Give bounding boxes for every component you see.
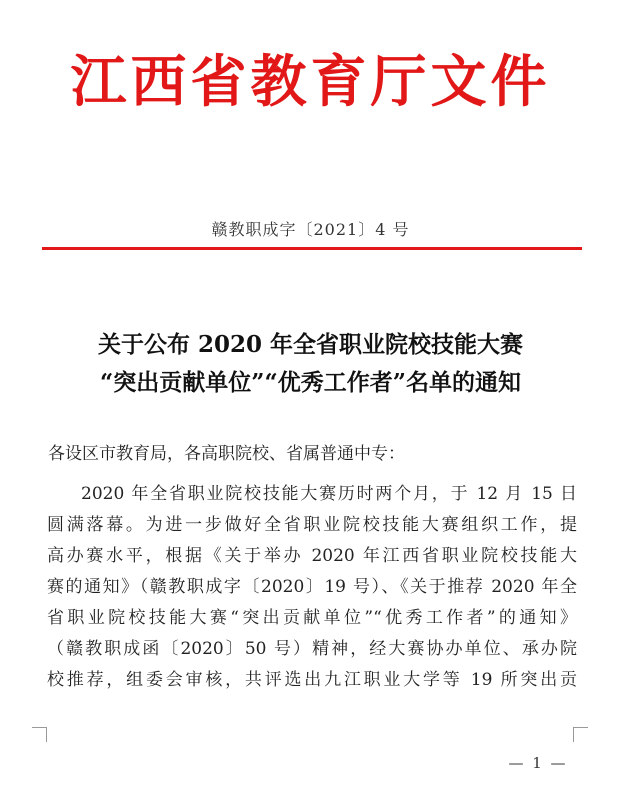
red-separator-line	[42, 247, 582, 250]
body-line: 2020 年全省职业院校技能大赛历时两个月，于 12 月 15 日	[81, 484, 577, 504]
body-line: 高办赛水平，根据《关于举办 2020 年江西省职业院校技能大	[47, 546, 577, 566]
crop-mark-left	[32, 727, 47, 742]
body-line: （赣教职成函〔2020〕50 号）精神，经大赛协办单位、承办院	[47, 639, 577, 659]
notice-title	[0, 326, 621, 402]
body-line: 校推荐，组委会审核，共评选出九江职业大学等 19 所突出贡	[47, 670, 577, 690]
notice-title-line: 关于公布 2020 年全省职业院校技能大赛	[97, 331, 524, 358]
body-line: 圆满落幕。为进一步做好全省职业院校技能大赛组织工作，提	[47, 515, 577, 535]
document-number: 赣教职成字〔2021〕4 号	[211, 220, 410, 239]
document-header-title: 江西省教育厅文件	[70, 49, 551, 115]
body-line: 省职业院校技能大赛“突出贡献单位”“优秀工作者”的通知》	[47, 608, 577, 628]
body-paragraph	[47, 479, 577, 696]
salutation: 各设区市教育局，各高职院校、省属普通中专：	[48, 444, 405, 464]
body-line: 赛的通知》（赣教职成字〔2020〕19 号）、《关于推荐 2020 年全	[47, 577, 577, 597]
notice-title-line: “突出贡献单位”“优秀工作者”名单的通知	[100, 369, 521, 396]
page-number: — 1 —	[508, 754, 568, 772]
crop-mark-right	[573, 727, 588, 742]
